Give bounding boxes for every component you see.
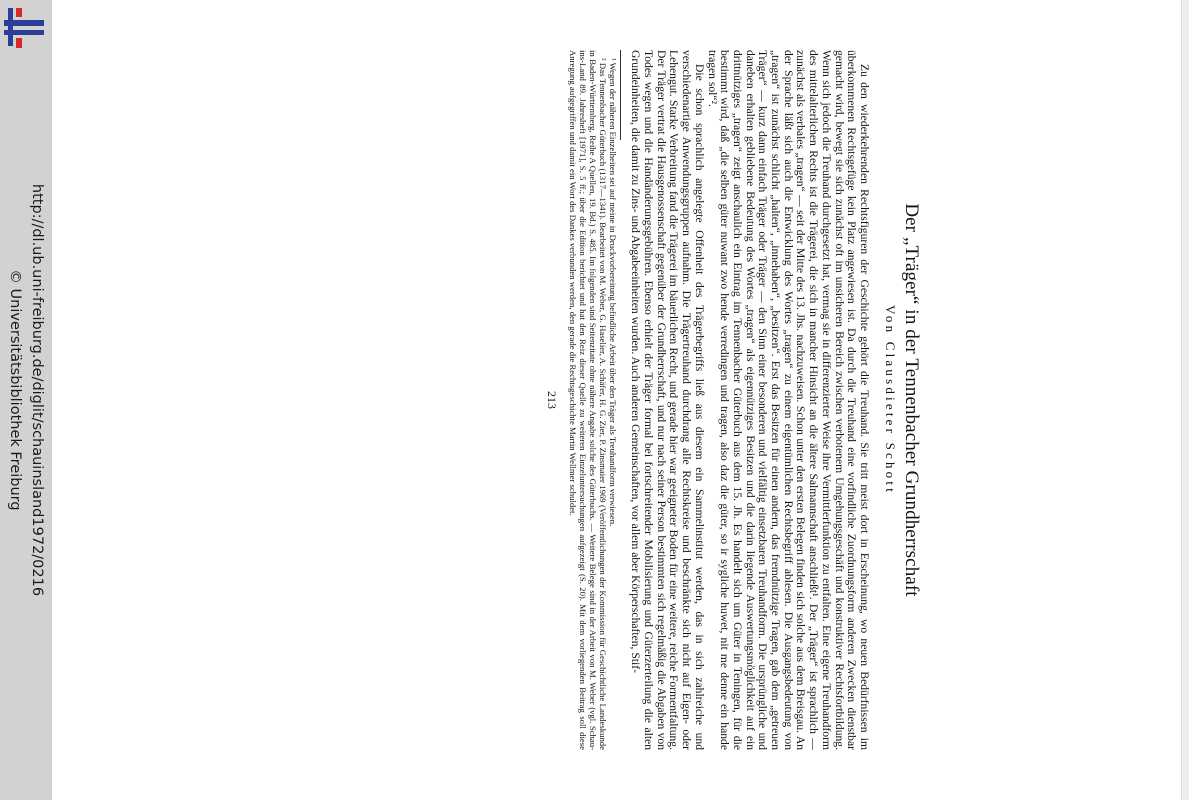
- sidebar: [0, 0, 52, 800]
- page-number: 213: [545, 391, 560, 409]
- footnotes: [567, 50, 617, 750]
- university-logo: [2, 6, 44, 50]
- footnote: ¹ Wegen der näheren Einzelheiten sei auf meine in Druckvorbereitung befindliche Arbeit über den Träger als Treuhandform verwiesen.: [607, 58, 618, 527]
- footnote: ² Das Tennenbacher Güterbuch (1317—1341). Bearbeitet von M. Weber, G. Haselier, A. Schäfer, H. G. Zier, P. Zinsmaier 1969 (Veröffentlichungen der Kommission für Geschichtliche Landeskunde in Baden-Württemberg, Reihe A Quellen, 19. Bd.) S. 485. Im folgenden sind Seitenzitate ohne nähere Angabe solche des Güterbuchs. — Weitere Belege sind in der Arbeit von M. Weber (vgl. Schau-ins-Land 89. Jahresheft [1971], S. 5 ff.; über die Edition berichtet und hat den Reiz dieser Quelle zu weiteren Einzeluntersuchungen aufgezeigt (S. 20). Mit dem vorliegenden Beitrag soll diese Anregung aufgegriffen und damit ein Wort des Dankes verbunden werden, den gerade die Rechtsgeschichte Martin Wellmer schuldet.: [568, 50, 608, 750]
- article-title: Der „Träger“ in der Tennenbacher Grundherrschaft: [901, 203, 922, 597]
- footnote-divider: [620, 50, 621, 140]
- article-author: Von Clausdieter Schott: [883, 304, 898, 496]
- scrollbar[interactable]: [1181, 0, 1189, 800]
- paragraph: Die schon sprachlich angelegte Offenheit des Trägerbegriffs ließ aus diesem ein Sammelinstitut werden, das in sich zahlreiche und verschiedenartige Anwendungsgruppen aufnahm. Die Trägertreuhand durchdrang alle Rechtskreise und beschränkte sich nicht auf Eigen- oder Lehengut. Starke Verbreitung fand die Trägerei im bäuerlichen Recht, und gerade hier war geeigneter Boden für eine weitere, reiche Formentfaltung. Der Träger vertrat die Hausgenossenschaft gegenüber der Grundherrschaft, und nur nach seiner Person bestimmten sich regelmäßig die Abgaben von Todes wegen und die Handänderungsgebühren. Ebenso erhielt der Träger formal bei fortschreitender Mobilisierung und Güterzerteilung die alten Grundeinheiten, die damit zu Zins- und Abgabeeinheiten wurden. Auch anderen Gemeinschaften, vor allem aber Körperschaften, Stif-: [629, 50, 706, 750]
- document-page: [292, 50, 932, 750]
- paragraph: Zu den wiederkehrenden Rechtsfiguren der Geschichte gehört die Treuhand. Sie tritt meist dort in Erscheinung, wo neuen Bedürfnissen im überkommenen Rechtsgefüge kein Platz angewiesen ist. Da durch die Treuhand eine vorfindliche Zuordnungsform anderen Zwecken dienstbar gemacht wird, bewegt sie sich zunächst oft im unsicheren Bereich zwischen verbotenem Umgehungsgeschäft und konstruktiver Rechtsfortbildung. Wenn sich jedoch die Treuhand durchgesetzt hat, vermag sie in differenzierter Weise ihre Vermittlerfunktion zu entfalten. Eine eigene Treuhandform des mittelalterlichen Rechts ist die Trägerei, die sich in mancher Hinsicht an die ältere Salmannschaft anschließt¹. Der „Träger“ ist sprachlich — zunächst als verbales „tragen“ — seit der Mitte des 13. Jhs. nachzuweisen. Schon unter den ersten Belegen finden sich solche aus dem Breisgau. An der Sprache läßt sich auch die Entwicklung des Wortes „tragen“ zu einem eigentümlichen Rechtsbegriff ablesen. Die Ausgangsbedeutung von „tragen“ ist zunächst schlicht „halten“, „innehaben“, „besitzen“. Erst das Besitzen für einen andern, das fremdnützige Tragen, gab dem „getreuen Träger“ — kurz dann einfach Träger oder Träger — den Sinn einer besonderen und vielfältig einsetzbaren Treuhandform. Die ursprüngliche und daneben erhalten gebliebene Bedeutung des Wortes „tragen“ als eigennütziges Besitzen und die darin liegende Auswertungsmöglichkeit auf ein drittnütziges „tragen“ zeigt anschaulich ein Eintrag im Tennenbacher Güterbuch aus dem 15. Jh. Es handelt sich um Güter in Teningen, für die bestimmt wird, daß „die selben güter nuwant zwo hende verredingen und tragen, also daz die güter, so ir sygliche huwet, nit me denne ein hande tragen sol“².: [705, 50, 871, 750]
- permalink-url[interactable]: http://dl.ub.uni-freiburg.de/diglit/schauinsland1972/0216: [29, 183, 45, 597]
- article-body: [629, 50, 870, 750]
- copyright-notice: © Universitätsbibliothek Freiburg: [7, 269, 23, 511]
